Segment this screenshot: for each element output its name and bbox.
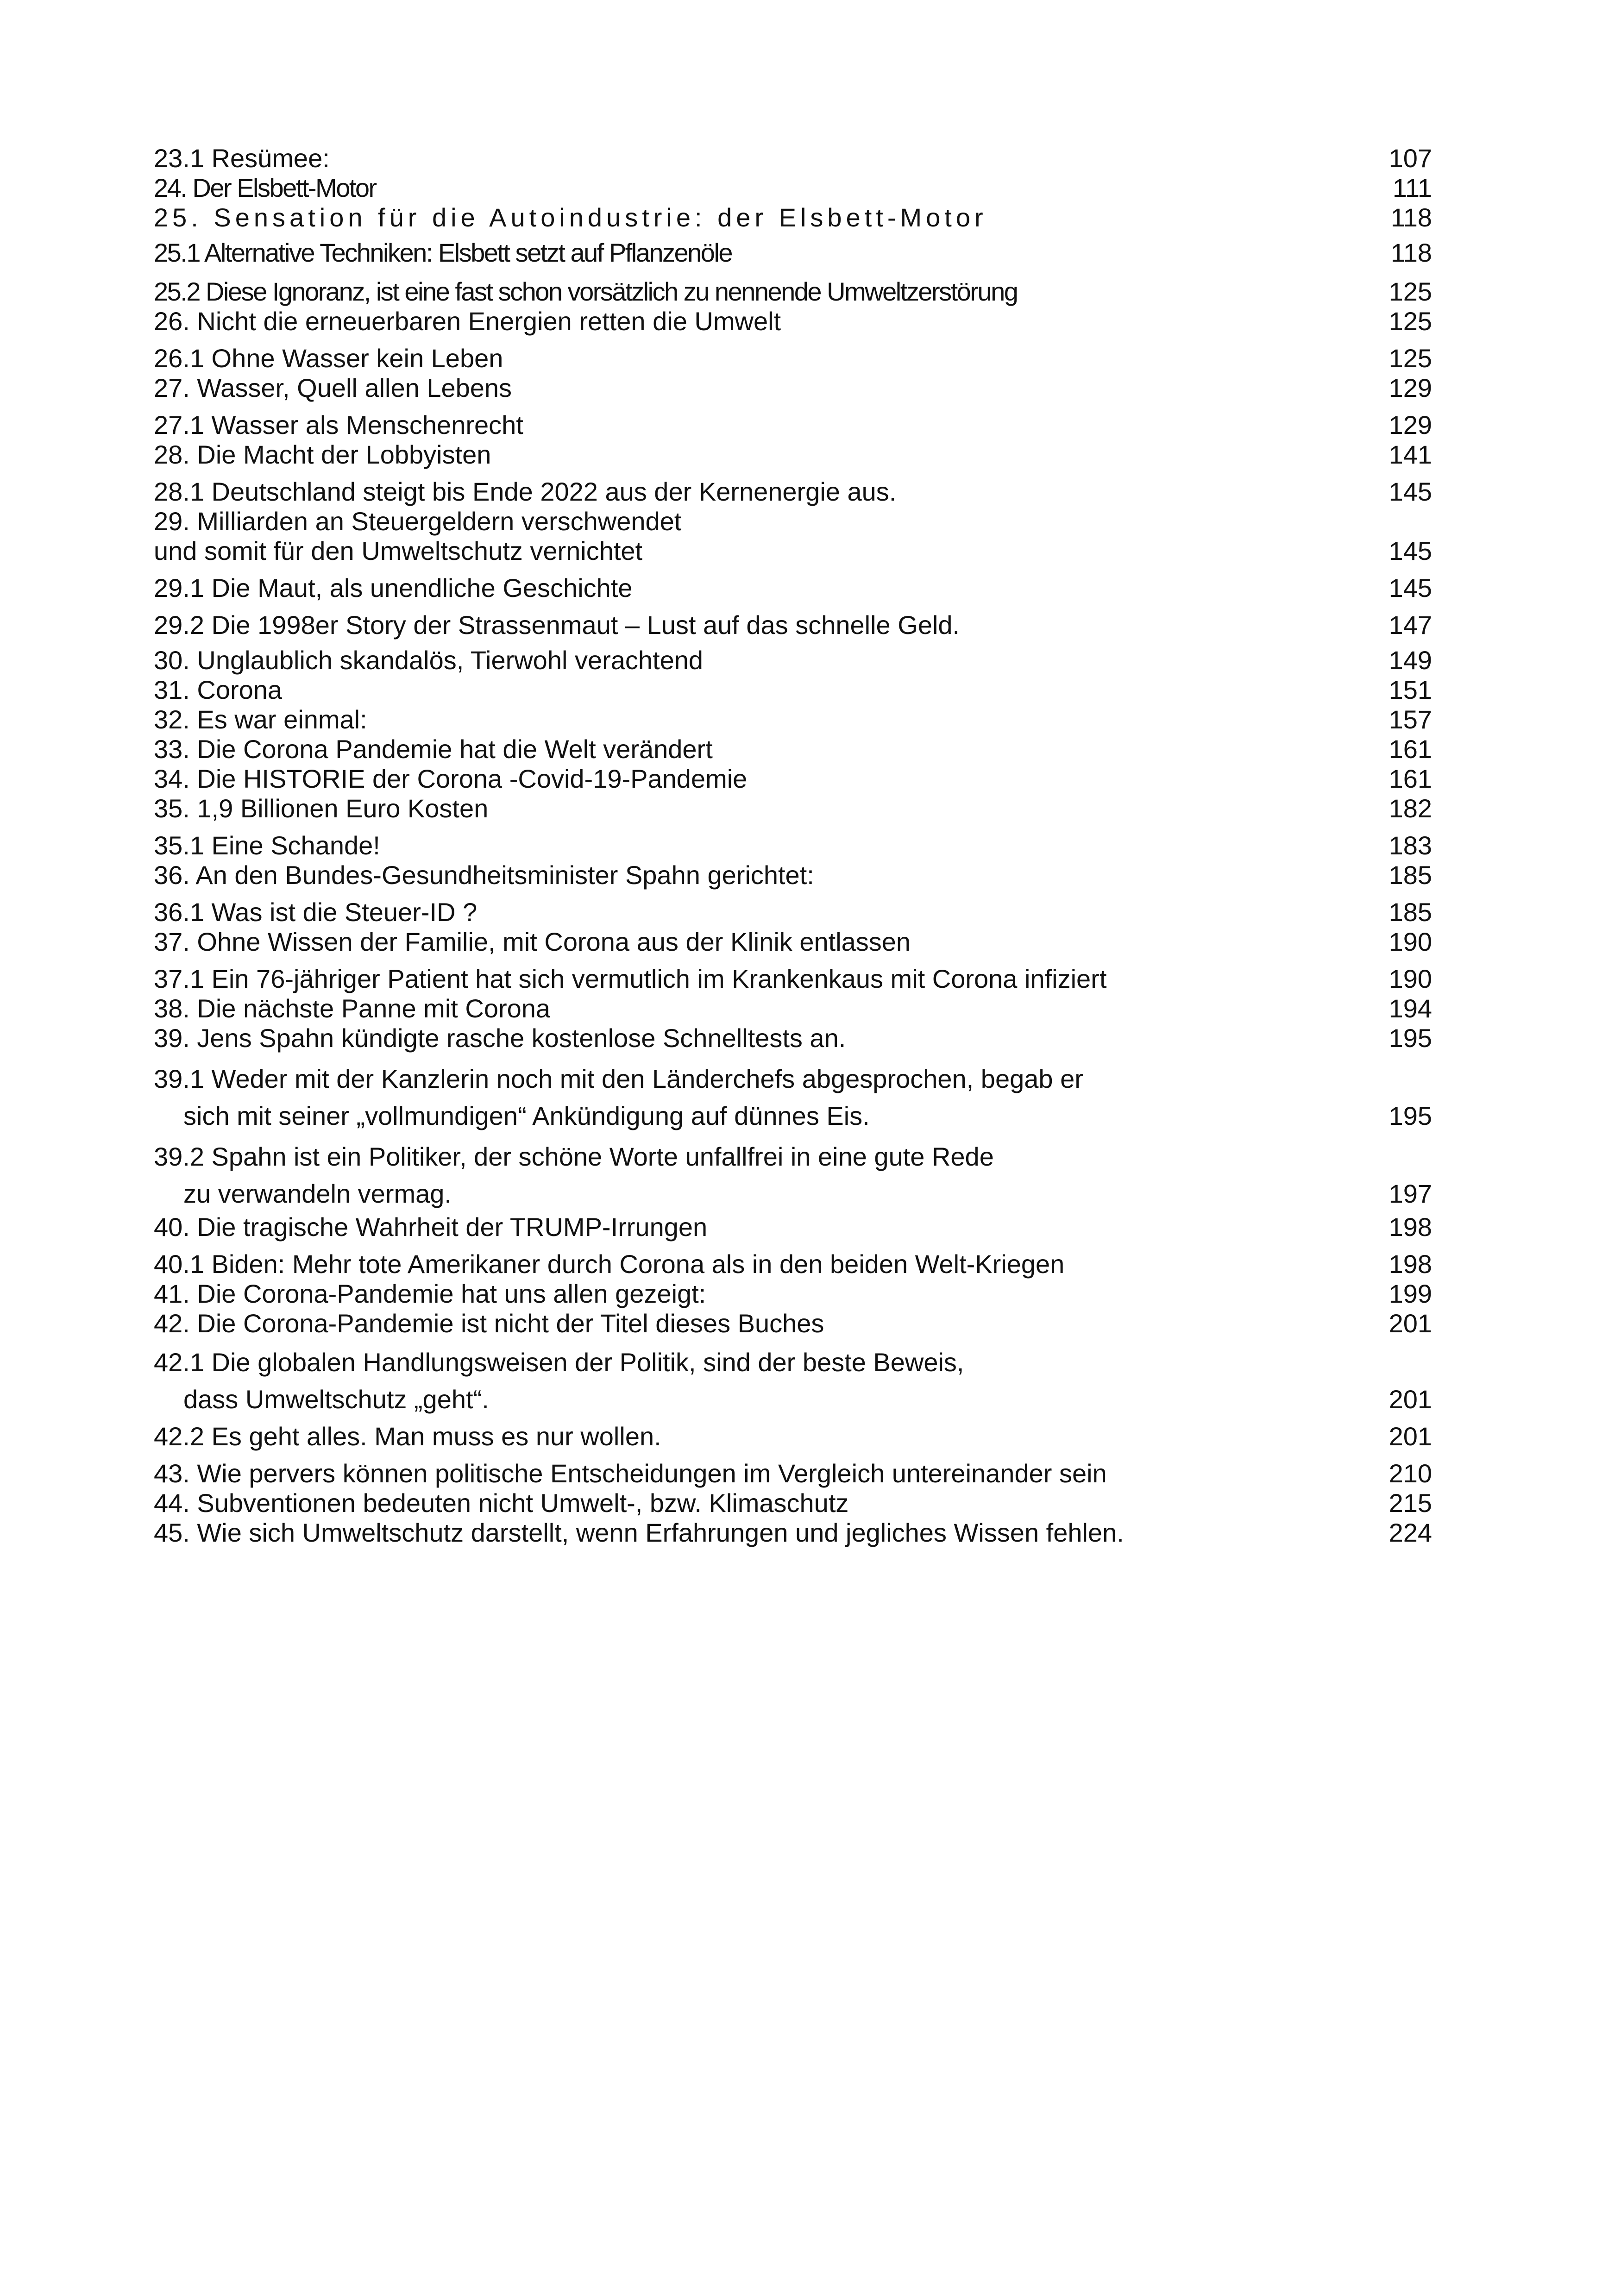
toc-entry (154, 573, 1432, 603)
toc-entry (154, 410, 1432, 440)
toc-entry-page: 201 (1389, 1385, 1432, 1414)
toc-entry (154, 477, 1432, 507)
toc-entry (154, 646, 1432, 675)
toc-entry-page: 129 (1389, 410, 1432, 439)
toc-entry (154, 831, 1432, 860)
toc-entry-page: 195 (1389, 1023, 1432, 1053)
toc-entry (154, 1060, 1432, 1135)
toc-entry-page: 185 (1389, 860, 1432, 890)
toc-entry-title-line1: 29. Milliarden an Steuergeldern verschwendet (154, 507, 682, 536)
toc-entry-page: 198 (1389, 1212, 1432, 1242)
toc-entry-title: 32. Es war einmal: (154, 705, 367, 734)
toc-entry-page: 145 (1389, 477, 1432, 506)
toc-entry-title (154, 1138, 1432, 1212)
toc-entry (154, 1138, 1432, 1212)
toc-entry-page: 190 (1389, 964, 1432, 993)
toc-entry (154, 238, 1432, 268)
toc-entry-title: 26.1 Ohne Wasser kein Leben (154, 344, 503, 373)
toc-entry (154, 1212, 1432, 1242)
toc-entry (154, 610, 1432, 640)
toc-entry-title: 36. An den Bundes-Gesundheitsminister Spahn gerichtet: (154, 860, 814, 890)
toc-entry-title: 29.1 Die Maut, als unendliche Geschichte (154, 573, 633, 602)
toc-entry-title: 25.1 Alternative Techniken: Elsbett setzt auf Pflanzenöle (154, 238, 732, 267)
toc-entry-page: 198 (1389, 1249, 1432, 1279)
toc-entry-page: 190 (1389, 927, 1432, 956)
toc-entry-title: 41. Die Corona-Pandemie hat uns allen gezeigt: (154, 1279, 706, 1308)
toc-entry (154, 705, 1432, 734)
toc-entry-title: 38. Die nächste Panne mit Corona (154, 994, 551, 1023)
toc-entry-title: 25. Sensation für die Autoindustrie: der Elsbett-Motor (154, 203, 987, 232)
toc-entry-title: 23.1 Resümee: (154, 144, 330, 173)
toc-entry-title-line1: 39.1 Weder mit der Kanzlerin noch mit den Länderchefs abgesprochen, begab er (154, 1064, 1083, 1093)
toc-entry-title: 27. Wasser, Quell allen Lebens (154, 373, 512, 402)
toc-entry-title: 35.1 Eine Schande! (154, 831, 380, 860)
toc-entry-page: 118 (1390, 203, 1432, 232)
toc-entry-page: 194 (1389, 994, 1432, 1023)
toc-entry-title: 24. Der Elsbett-Motor (154, 173, 376, 202)
toc-entry-title-line2: dass Umweltschutz „geht“. (183, 1385, 489, 1414)
toc-entry-page: 141 (1389, 440, 1432, 469)
toc-entry-page: 224 (1389, 1518, 1432, 1547)
toc-entry (154, 927, 1432, 957)
toc-entry-page: 125 (1389, 344, 1432, 373)
toc-entry-title: 42.2 Es geht alles. Man muss es nur wollen. (154, 1422, 661, 1451)
toc-entry-title: 27.1 Wasser als Menschenrecht (154, 410, 523, 439)
table-of-contents (154, 144, 1432, 1548)
toc-entry-title: 39. Jens Spahn kündigte rasche kostenlose Schnelltests an. (154, 1023, 846, 1053)
toc-entry (154, 173, 1432, 203)
toc-entry-page: 118 (1390, 238, 1432, 267)
toc-entry (154, 1023, 1432, 1053)
toc-entry (154, 897, 1432, 927)
toc-entry (154, 794, 1432, 823)
toc-entry-page: 182 (1389, 794, 1432, 823)
toc-entry-title: 40.1 Biden: Mehr tote Amerikaner durch Corona als in den beiden Welt-Kriegen (154, 1249, 1065, 1279)
toc-entry (154, 344, 1432, 373)
toc-entry (154, 1279, 1432, 1309)
toc-entry-title: 36.1 Was ist die Steuer-ID ? (154, 897, 478, 927)
toc-entry (154, 964, 1432, 994)
toc-entry (154, 1422, 1432, 1451)
toc-entry (154, 203, 1432, 232)
toc-entry (154, 277, 1432, 307)
toc-entry-title-line2: und somit für den Umweltschutz vernichtet (154, 536, 643, 565)
toc-entry (154, 307, 1432, 336)
toc-entry-title (154, 1344, 1432, 1418)
toc-entry-title: 28. Die Macht der Lobbyisten (154, 440, 491, 469)
toc-entry-title: 34. Die HISTORIE der Corona -Covid-19-Pandemie (154, 764, 748, 793)
toc-entry (154, 373, 1432, 403)
toc-entry-page: 183 (1389, 831, 1432, 860)
toc-entry-title: 35. 1,9 Billionen Euro Kosten (154, 794, 489, 823)
toc-entry-page: 111 (1392, 173, 1432, 202)
toc-entry-page: 151 (1389, 675, 1432, 704)
toc-entry-title-line1: 42.1 Die globalen Handlungsweisen der Politik, sind der beste Beweis, (154, 1348, 964, 1377)
toc-entry (154, 764, 1432, 794)
toc-entry-page: 199 (1389, 1279, 1432, 1308)
toc-entry-page: 197 (1389, 1179, 1432, 1208)
toc-entry-page: 201 (1389, 1422, 1432, 1451)
toc-entry-page: 210 (1389, 1459, 1432, 1488)
toc-entry-title-line2: zu verwandeln vermag. (183, 1179, 452, 1208)
toc-entry-title: 28.1 Deutschland steigt bis Ende 2022 aus der Kernenergie aus. (154, 477, 897, 506)
toc-entry-title: 37.1 Ein 76-jähriger Patient hat sich vermutlich im Krankenkaus mit Corona infiziert (154, 964, 1107, 993)
toc-entry-page: 149 (1389, 646, 1432, 675)
toc-entry (154, 675, 1432, 705)
toc-entry-page: 157 (1389, 705, 1432, 734)
toc-entry (154, 1518, 1432, 1548)
toc-entry-page: 185 (1389, 897, 1432, 927)
toc-entry (154, 860, 1432, 890)
toc-entry-page: 145 (1389, 536, 1432, 565)
toc-entry-page: 125 (1389, 277, 1432, 306)
toc-entry-title: 44. Subventionen bedeuten nicht Umwelt-, bzw. Klimaschutz (154, 1488, 849, 1518)
toc-entry-title (154, 1060, 1432, 1135)
toc-entry-page: 125 (1389, 307, 1432, 336)
toc-entry (154, 1459, 1432, 1488)
toc-entry-title: 37. Ohne Wissen der Familie, mit Corona aus der Klinik entlassen (154, 927, 911, 956)
toc-entry-page: 195 (1389, 1101, 1432, 1130)
toc-entry-title-line1: 39.2 Spahn ist ein Politiker, der schöne Worte unfallfrei in eine gute Rede (154, 1142, 994, 1171)
toc-entry-page: 145 (1389, 573, 1432, 602)
toc-entry-title: 40. Die tragische Wahrheit der TRUMP-Irrungen (154, 1212, 708, 1242)
toc-entry (154, 734, 1432, 764)
toc-entry-title-line2: sich mit seiner „vollmundigen“ Ankündigung auf dünnes Eis. (183, 1101, 870, 1130)
toc-entry-title: 25.2 Diese Ignoranz, ist eine fast schon vorsätzlich zu nennende Umweltzerstörung (154, 277, 1018, 306)
toc-entry (154, 1344, 1432, 1418)
toc-entry (154, 1309, 1432, 1338)
toc-entry-title: 45. Wie sich Umweltschutz darstellt, wenn Erfahrungen und jegliches Wissen fehlen. (154, 1518, 1124, 1547)
toc-entry (154, 440, 1432, 470)
toc-entry-page: 215 (1389, 1488, 1432, 1518)
toc-entry-page: 147 (1389, 610, 1432, 640)
toc-entry-title: 33. Die Corona Pandemie hat die Welt verändert (154, 734, 713, 764)
toc-entry-page: 161 (1389, 764, 1432, 793)
toc-entry-page: 107 (1389, 144, 1432, 173)
toc-entry-title: 26. Nicht die erneuerbaren Energien retten die Umwelt (154, 307, 781, 336)
toc-entry-title: 42. Die Corona-Pandemie ist nicht der Titel dieses Buches (154, 1309, 824, 1338)
toc-entry (154, 144, 1432, 173)
toc-entry (154, 994, 1432, 1023)
toc-entry-page: 129 (1389, 373, 1432, 402)
toc-entry (154, 1488, 1432, 1518)
toc-entry-page: 161 (1389, 734, 1432, 764)
toc-entry-title: 30. Unglaublich skandalös, Tierwohl verachtend (154, 646, 704, 675)
toc-entry (154, 507, 1432, 566)
toc-entry-page: 201 (1389, 1309, 1432, 1338)
toc-entry-title: 43. Wie pervers können politische Entscheidungen im Vergleich untereinander sein (154, 1459, 1107, 1488)
toc-entry-title: 29.2 Die 1998er Story der Strassenmaut – Lust auf das schnelle Geld. (154, 610, 960, 640)
toc-entry-title: 31. Corona (154, 675, 283, 704)
toc-entry (154, 1249, 1432, 1279)
toc-entry-title (154, 507, 1432, 566)
